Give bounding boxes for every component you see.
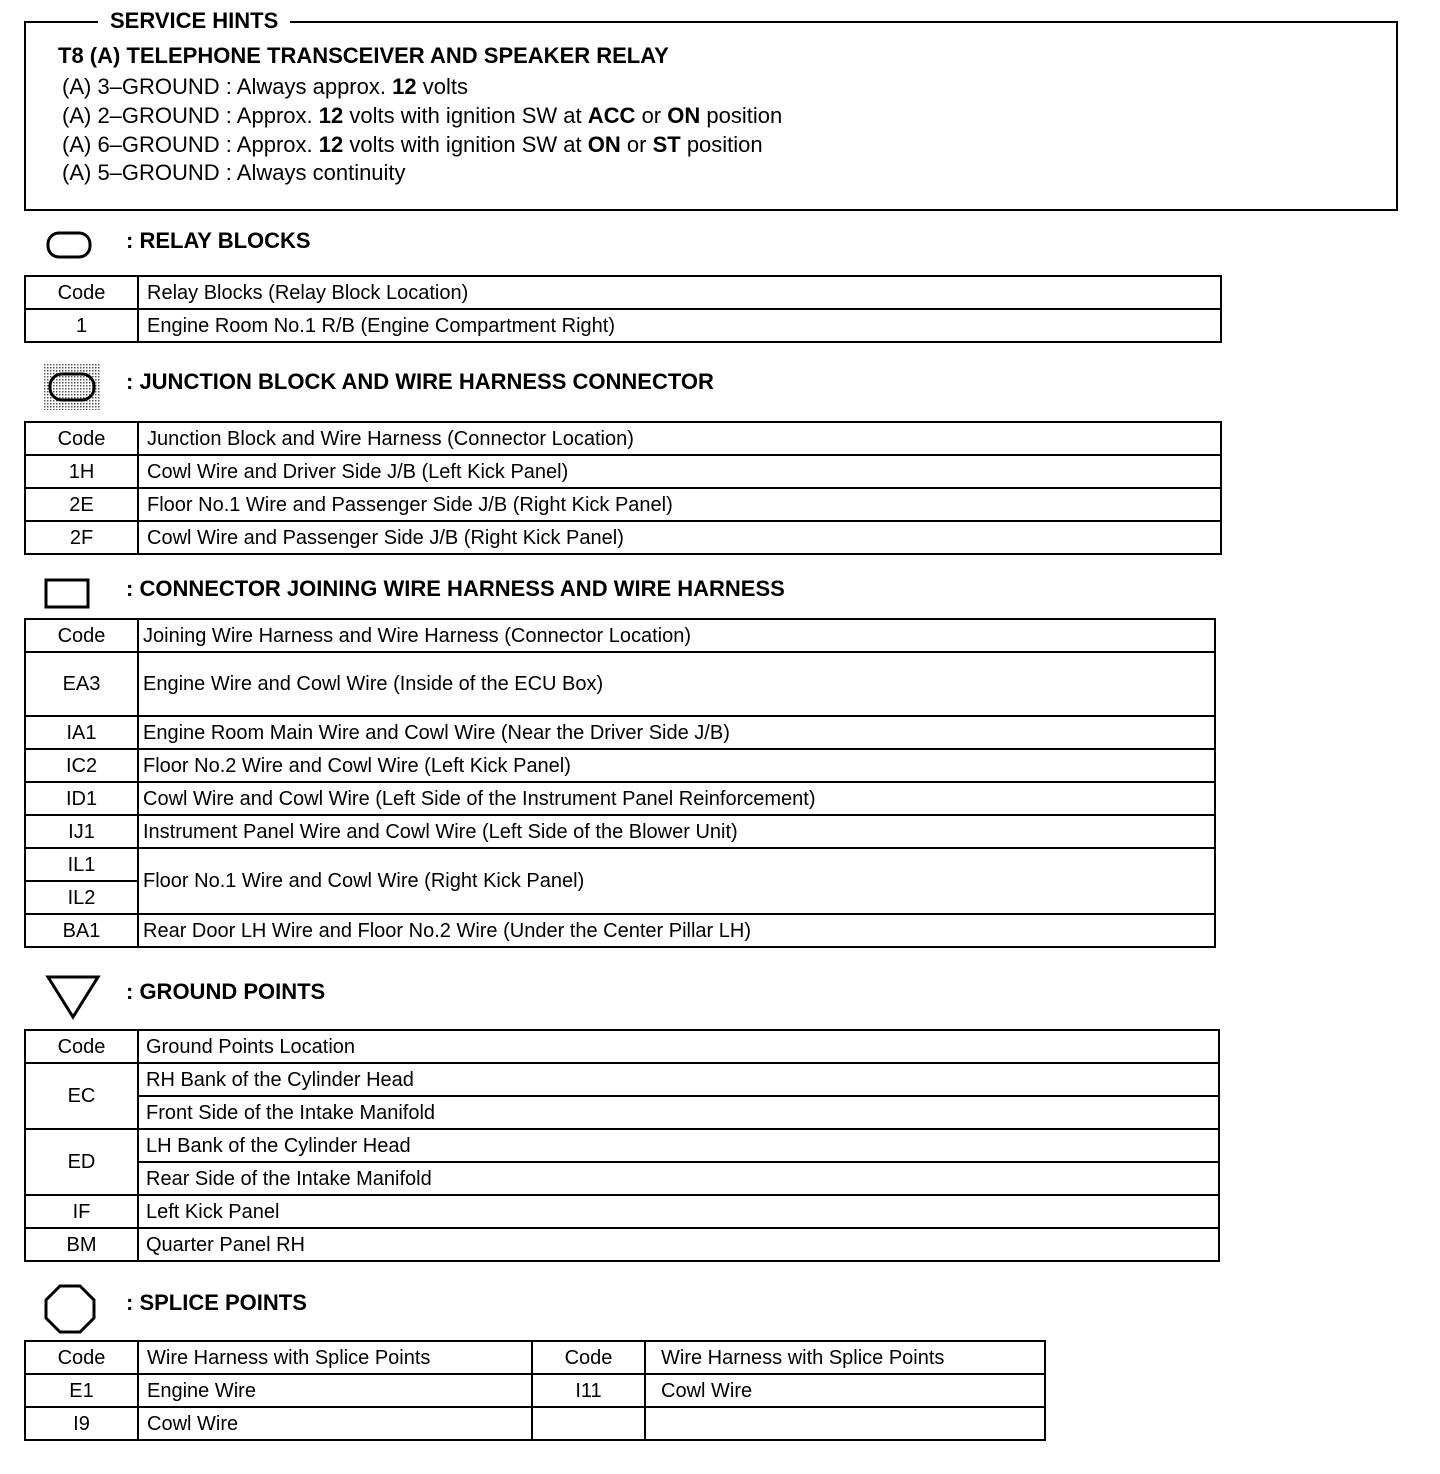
table-header-row — [25, 1341, 1045, 1374]
table-row — [25, 848, 1215, 881]
row-desc: Cowl Wire — [645, 1374, 1045, 1407]
rounded-rect-shaded-icon — [44, 364, 100, 410]
row-desc: LH Bank of the Cylinder Head — [138, 1129, 1219, 1162]
row-desc: Floor No.1 Wire and Cowl Wire (Right Kick Panel) — [138, 848, 1215, 914]
service-hints-heading: T8 (A) TELEPHONE TRANSCEIVER AND SPEAKER RELAY — [58, 43, 669, 68]
row-desc: Left Kick Panel — [138, 1195, 1219, 1228]
row-code: 1 — [25, 309, 138, 342]
row-code: IJ1 — [25, 815, 138, 848]
row-code: IA1 — [25, 716, 138, 749]
table-row — [25, 1096, 1219, 1129]
row-code: IF — [25, 1195, 138, 1228]
down-triangle-icon — [44, 973, 102, 1021]
table-row — [25, 749, 1215, 782]
table-row — [25, 1195, 1219, 1228]
row-code: IC2 — [25, 749, 138, 782]
table-row — [25, 1162, 1219, 1195]
junction-blocks-title: : JUNCTION BLOCK AND WIRE HARNESS CONNECTOR — [126, 369, 714, 394]
splice-points-title: : SPLICE POINTS — [126, 1290, 307, 1315]
header-desc: Wire Harness with Splice Points — [138, 1341, 532, 1374]
row-desc — [645, 1407, 1045, 1440]
connectors-title: : CONNECTOR JOINING WIRE HARNESS AND WIRE HARNESS — [126, 576, 785, 601]
row-code: EA3 — [25, 652, 138, 716]
row-code: BM — [25, 1228, 138, 1261]
octagon-icon — [43, 1283, 97, 1335]
row-code: EC — [25, 1063, 138, 1129]
table-row — [25, 521, 1221, 554]
row-code: ED — [25, 1129, 138, 1195]
row-code: ID1 — [25, 782, 138, 815]
ground-points-table — [24, 1029, 1220, 1262]
table-row — [25, 914, 1215, 947]
junction-blocks-table — [24, 421, 1222, 555]
table-row — [25, 1374, 1045, 1407]
row-desc: RH Bank of the Cylinder Head — [138, 1063, 1219, 1096]
hint-line: (A) 5–GROUND : Always continuity — [62, 160, 406, 185]
row-desc: Cowl Wire and Driver Side J/B (Left Kick Panel) — [138, 455, 1221, 488]
rounded-rect-outline-icon — [46, 230, 92, 260]
row-code: 1H — [25, 455, 138, 488]
table-row — [25, 488, 1221, 521]
hint-line: (A) 6–GROUND : Approx. 12 volts with ignition SW at ON or ST position — [62, 132, 763, 157]
relay-blocks-title: : RELAY BLOCKS — [126, 228, 311, 253]
header-code: Code — [532, 1341, 645, 1374]
header-code: Code — [25, 1030, 138, 1063]
header-desc: Relay Blocks (Relay Block Location) — [138, 276, 1221, 309]
row-desc: Cowl Wire — [138, 1407, 532, 1440]
table-row — [25, 782, 1215, 815]
row-desc: Floor No.2 Wire and Cowl Wire (Left Kick Panel) — [138, 749, 1215, 782]
header-desc: Junction Block and Wire Harness (Connector Location) — [138, 422, 1221, 455]
table-row — [25, 815, 1215, 848]
row-desc: Cowl Wire and Passenger Side J/B (Right Kick Panel) — [138, 521, 1221, 554]
header-code: Code — [25, 619, 138, 652]
header-code: Code — [25, 1341, 138, 1374]
table-header-row — [25, 1030, 1219, 1063]
row-desc: Instrument Panel Wire and Cowl Wire (Left Side of the Blower Unit) — [138, 815, 1215, 848]
table-header-row — [25, 276, 1221, 309]
table-row — [25, 1407, 1045, 1440]
service-hints-title: SERVICE HINTS — [98, 8, 290, 34]
row-code: 2E — [25, 488, 138, 521]
splice-points-table — [24, 1340, 1046, 1441]
header-desc: Wire Harness with Splice Points — [645, 1341, 1045, 1374]
row-code: IL1 — [25, 848, 138, 881]
row-desc: Floor No.1 Wire and Passenger Side J/B (Right Kick Panel) — [138, 488, 1221, 521]
row-desc: Rear Side of the Intake Manifold — [138, 1162, 1219, 1195]
row-code — [532, 1407, 645, 1440]
header-code: Code — [25, 276, 138, 309]
table-row — [25, 652, 1215, 716]
hint-line: (A) 3–GROUND : Always approx. 12 volts — [62, 74, 468, 99]
row-code: E1 — [25, 1374, 138, 1407]
row-desc: Engine Wire and Cowl Wire (Inside of the ECU Box) — [138, 652, 1215, 716]
row-code: I9 — [25, 1407, 138, 1440]
hint-line: (A) 2–GROUND : Approx. 12 volts with ignition SW at ACC or ON position — [62, 103, 783, 128]
table-row — [25, 455, 1221, 488]
table-row — [25, 716, 1215, 749]
row-code: I11 — [532, 1374, 645, 1407]
row-desc: Engine Room Main Wire and Cowl Wire (Near the Driver Side J/B) — [138, 716, 1215, 749]
row-code: IL2 — [25, 881, 138, 914]
header-desc: Ground Points Location — [138, 1030, 1219, 1063]
row-desc: Front Side of the Intake Manifold — [138, 1096, 1219, 1129]
table-header-row — [25, 422, 1221, 455]
table-header-row — [25, 619, 1215, 652]
table-row — [25, 1228, 1219, 1261]
connectors-table — [24, 618, 1216, 948]
header-desc: Joining Wire Harness and Wire Harness (Connector Location) — [138, 619, 1215, 652]
table-row — [25, 1129, 1219, 1162]
row-code: BA1 — [25, 914, 138, 947]
row-code: 2F — [25, 521, 138, 554]
table-row — [25, 1063, 1219, 1096]
row-desc: Cowl Wire and Cowl Wire (Left Side of the Instrument Panel Reinforcement) — [138, 782, 1215, 815]
row-desc: Quarter Panel RH — [138, 1228, 1219, 1261]
table-row — [25, 309, 1221, 342]
relay-blocks-table — [24, 275, 1222, 343]
row-desc: Rear Door LH Wire and Floor No.2 Wire (Under the Center Pillar LH) — [138, 914, 1215, 947]
ground-points-title: : GROUND POINTS — [126, 979, 326, 1004]
rectangle-outline-icon — [44, 578, 90, 610]
row-desc: Engine Wire — [138, 1374, 532, 1407]
header-code: Code — [25, 422, 138, 455]
row-desc: Engine Room No.1 R/B (Engine Compartment Right) — [138, 309, 1221, 342]
